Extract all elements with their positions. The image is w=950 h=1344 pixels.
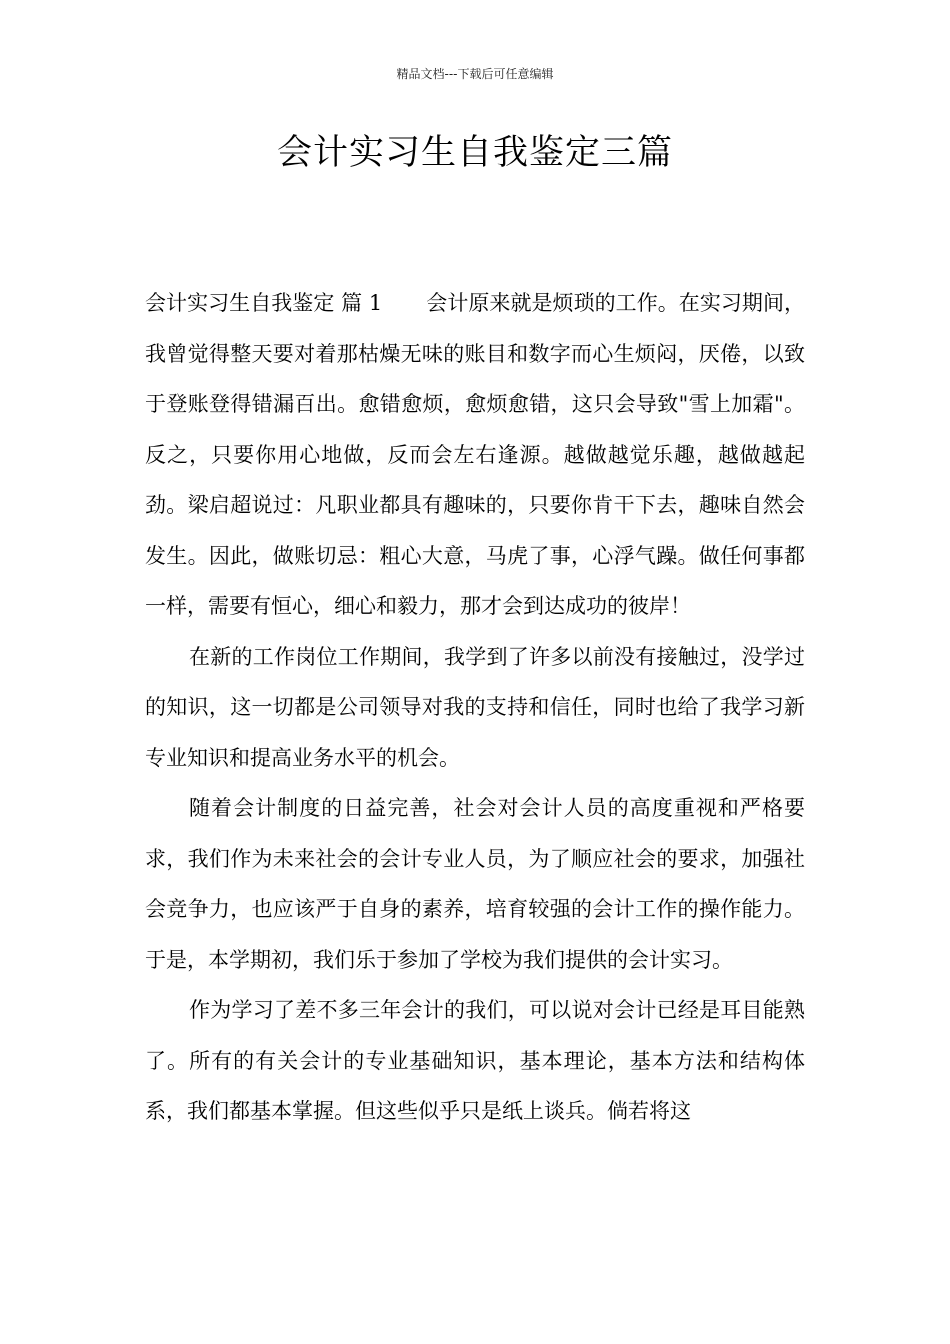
paragraph-4: 作为学习了差不多三年会计的我们，可以说对会计已经是耳目能熟了。所有的有关会计的专业基础知识，基本理论，基本方法和结构体系，我们都基本掌握。但这些似乎只是纸上谈兵。倘若将这 <box>145 998 805 1123</box>
paragraph-1-text: 会计原来就是烦琐的工作。在实习期间，我曾觉得整天要对着那枯燥无味的账目和数字而心生烦闷，厌倦，以致于登账登得错漏百出。愈错愈烦，愈烦愈错，这只会导致"雪上加霜"。反之，只要你用心地做，反而会左右逢源。越做越觉乐趣，越做越起劲。梁启超说过：凡职业都具有趣味的，只要你肯干下去，趣味自然会发生。因此，做账切忌：粗心大意，马虎了事，心浮气躁。做任何事都一样，需要有恒心，细心和毅力，那才会到达成功的彼岸！ <box>145 291 806 618</box>
section-label: 会计实习生自我鉴定 篇 1 <box>145 291 383 315</box>
page-header-note: 精品文档---下载后可任意编辑 <box>396 67 554 81</box>
paragraph-1 <box>145 278 805 632</box>
document-body <box>145 278 805 1137</box>
paragraph-2: 在新的工作岗位工作期间，我学到了许多以前没有接触过，没学过的知识，这一切都是公司领导对我的支持和信任，同时也给了我学习新专业知识和提高业务水平的机会。 <box>145 644 805 770</box>
document-title: 会计实习生自我鉴定三篇 <box>276 133 673 173</box>
paragraph-3: 随着会计制度的日益完善，社会对会计人员的高度重视和严格要求，我们作为未来社会的会计专业人员，为了顺应社会的要求，加强社会竞争力，也应该严于自身的素养，培育较强的会计工作的操作能力。于是，本学期初，我们乐于参加了学校为我们提供的会计实习。 <box>145 796 805 972</box>
